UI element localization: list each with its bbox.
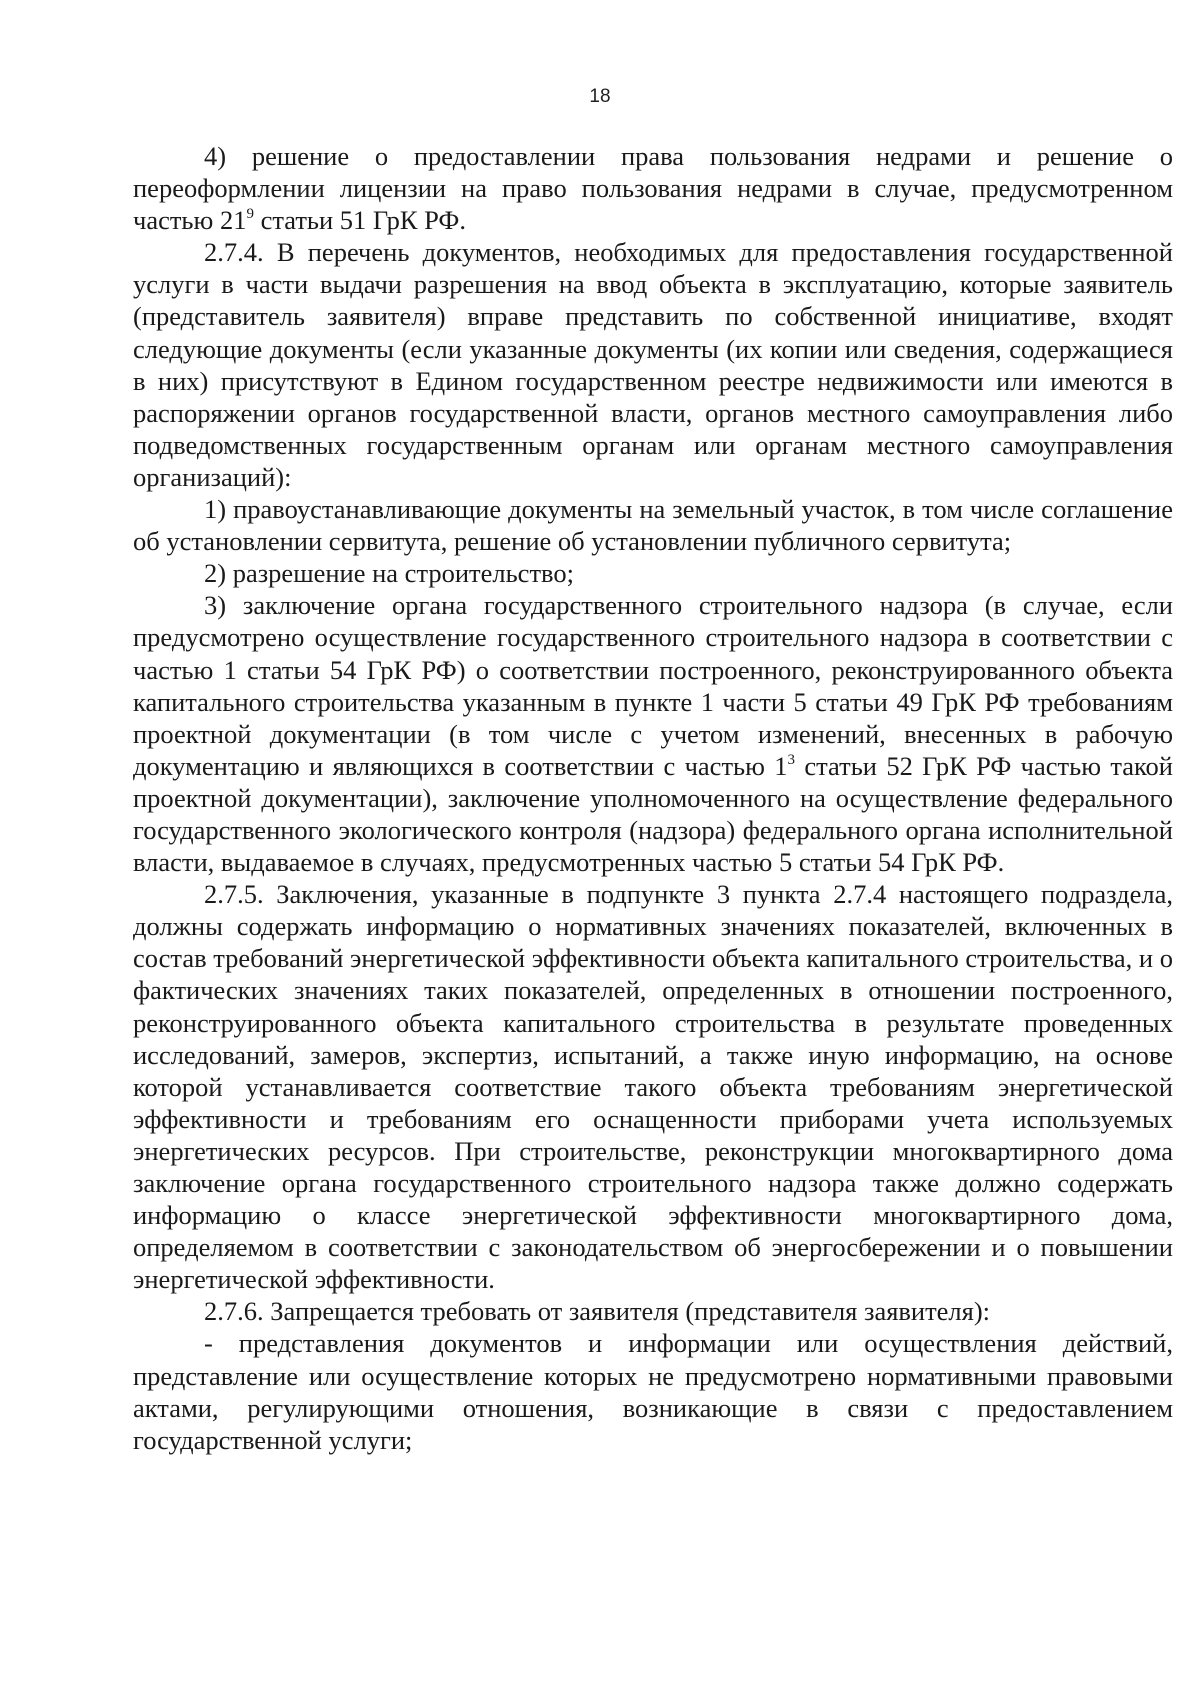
paragraph-text: - представления документов и информации или осуществления действий, представление или осуществление которых не предусмотрено нормативными правовыми актами, регулирующими отношения, возникающие в связи с предоставлением государственной услуги; xyxy=(133,1328,1173,1455)
paragraph-2-7-6 xyxy=(133,1295,1173,1327)
paragraph-2-7-5 xyxy=(133,878,1173,1295)
paragraph-subsoil-decision xyxy=(133,140,1173,236)
paragraph-text: 2.7.6. Запрещается требовать от заявителя (представителя заявителя): xyxy=(204,1296,991,1327)
document-body xyxy=(133,140,1173,1456)
paragraph-item-1 xyxy=(133,493,1173,557)
paragraph-prohibition-item xyxy=(133,1327,1173,1455)
superscript: 3 xyxy=(787,751,796,768)
paragraph-text: 2.7.5. Заключения, указанные в подпункте 3 пункта 2.7.4 настоящего подраздела, должны содержать информацию о нормативных значениях показателей, включенных в состав требований энергетической эффективности объекта капитального строительства, и о фактических значениях таких показателей, определенных в отношении построенного, реконструированного объекта капитального строительства в результате проведенных исследований, замеров, экспертиз, испытаний, а также иную информацию, на основе которой устанавливается соответствие такого объекта требованиям энергетической эффективности и требованиям его оснащенности приборами учета используемых энергетических ресурсов. При строительстве, реконструкции многоквартирного дома заключение органа государственного строительного надзора также должно содержать информацию о классе энергетической эффективности многоквартирного дома, определяемом в соответствии с законодательством об энергосбережении и о повышении энергетической эффективности. xyxy=(133,879,1173,1295)
paragraph-text: 4) решение о предоставлении права пользования недрами и решение о переоформлении лицензии на право пользования недрами в случае, предусмотренном частью 21 xyxy=(133,141,1173,236)
superscript: 9 xyxy=(246,206,254,223)
paragraph-2-7-4 xyxy=(133,236,1173,493)
paragraph-text: 1) правоустанавливающие документы на земельный участок, в том числе соглашение об установлении сервитута, решение об установлении публичного сервитута; xyxy=(133,494,1173,557)
page-number: 18 xyxy=(589,86,611,107)
paragraph-item-2 xyxy=(133,557,1173,589)
paragraph-text-continued: статьи 52 ГрК РФ частью такой проектной документации), заключение уполномоченного на осуществление федерального государственного экологического контроля (надзора) федерального органа исполнительной власти, выдаваемое в случаях, предусмотренных частью 5 статьи 54 ГрК РФ. xyxy=(133,750,1173,878)
paragraph-text: 3) заключение органа государственного строительного надзора (в случае, если предусмотрено осуществление государственного строительного надзора в соответствии с частью 1 статьи 54 ГрК РФ) о соответствии построенного, реконструированного объекта капитального строительства указанным в пункте 1 части 5 статьи 49 ГрК РФ требованиям проектной документации (в том числе с учетом изменений, внесенных в рабочую документацию и являющихся в соответствии с частью 1 xyxy=(133,590,1173,781)
paragraph-text-continued: статьи 51 ГрК РФ. xyxy=(253,205,466,236)
paragraph-item-3 xyxy=(133,589,1173,878)
paragraph-text: 2) разрешение на строительство; xyxy=(204,558,574,589)
paragraph-text: 2.7.4. В перечень документов, необходимых для предоставления государственной услуги в части выдачи разрешения на ввод объекта в эксплуатацию, которые заявитель (представитель заявителя) вправе представить по собственной инициативе, входят следующие документы (если указанные документы (их копии или сведения, содержащиеся в них) присутствуют в Едином государственном реестре недвижимости или имеются в распоряжении органов государственной власти, органов местного самоуправления либо подведомственных государственным органам или органам местного самоуправления организаций): xyxy=(133,237,1173,492)
